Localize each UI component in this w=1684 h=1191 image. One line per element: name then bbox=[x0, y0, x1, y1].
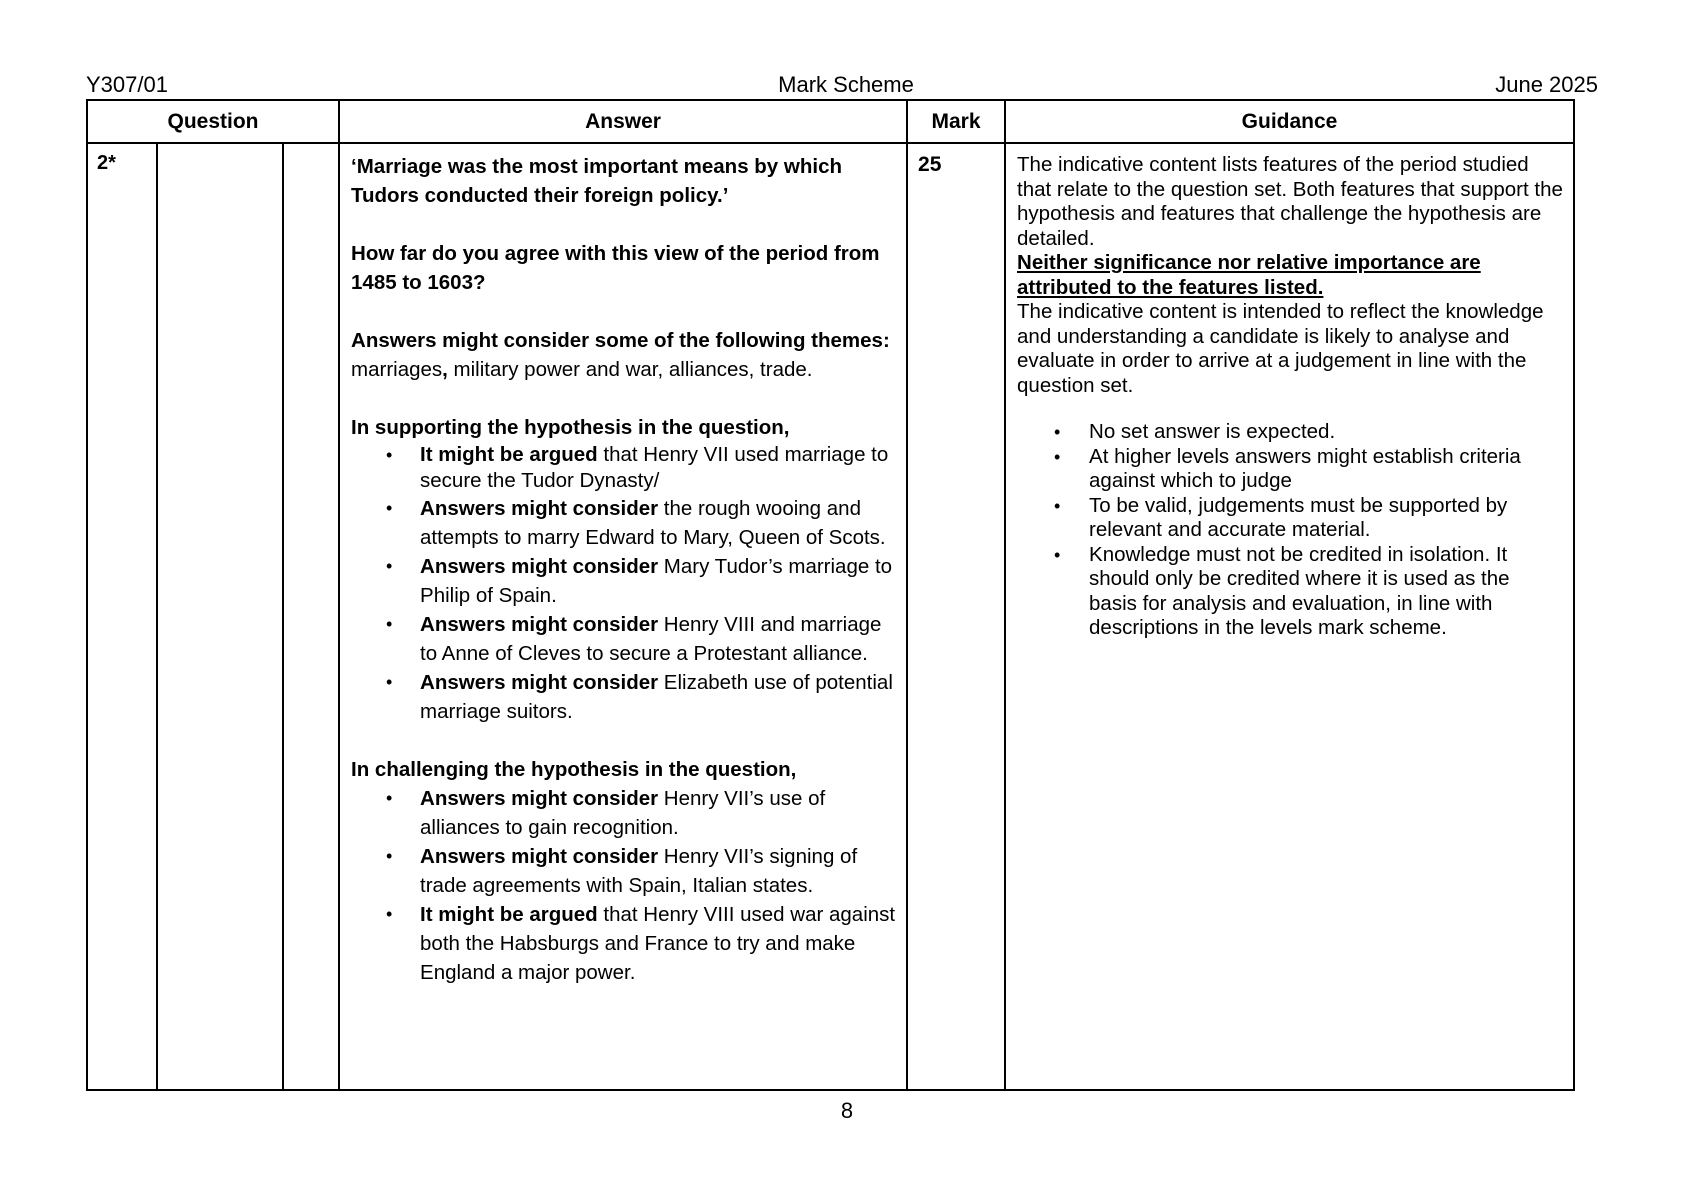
guidance-purpose: The indicative content is intended to reflect the knowledge and understanding a candidate is likely to analyse and evaluate in order to arrive at a judgement in line with the question set. bbox=[1017, 300, 1544, 397]
supporting-heading: In supporting the hypothesis in the question, bbox=[351, 416, 790, 439]
list-item bbox=[386, 494, 898, 552]
document-title bbox=[0, 72, 1684, 98]
page-number-text: 8 bbox=[840, 1098, 854, 1123]
themes-comma: , bbox=[442, 358, 448, 381]
question-subpart-cell bbox=[157, 143, 283, 1090]
point-text: Mary Tudor’s marriage to Philip of Spain. bbox=[420, 555, 893, 607]
mark-cell bbox=[907, 143, 1005, 1090]
point-text: that Henry VII used marriage to secure the Tudor Dynasty/ bbox=[420, 443, 889, 492]
point-lead: Answers might consider bbox=[420, 671, 659, 694]
point-lead: Answers might consider bbox=[420, 497, 659, 520]
point-lead: It might be argued bbox=[420, 443, 598, 466]
themes-text: marriages bbox=[351, 358, 443, 381]
point-lead: Answers might consider bbox=[420, 613, 659, 636]
mark-scheme-table bbox=[86, 99, 1575, 1091]
point-lead: It might be argued bbox=[420, 903, 598, 926]
list-item bbox=[386, 552, 898, 610]
point-text: Henry VII’s use of alliances to gain recognition. bbox=[420, 787, 826, 839]
point-text: the rough wooing and attempts to marry Edward to Mary, Queen of Scots. bbox=[420, 497, 886, 549]
guidance-cell bbox=[1005, 143, 1574, 1090]
answer-cell bbox=[339, 143, 907, 1090]
column-header-question: Question bbox=[87, 100, 339, 143]
column-header-answer: Answer bbox=[339, 100, 907, 143]
question-number-cell bbox=[87, 143, 157, 1090]
point-lead: Answers might consider bbox=[420, 555, 659, 578]
list-item bbox=[386, 668, 898, 726]
list-item bbox=[386, 900, 898, 987]
challenging-heading: In challenging the hypothesis in the question, bbox=[351, 758, 797, 781]
list-item: • No set answer is expected. bbox=[1054, 420, 1563, 445]
guidance-emphasis: Neither significance nor relative importance are attributed to the features listed. bbox=[1017, 251, 1481, 299]
list-item: • Knowledge must not be credited in isolation. It should only be credited where it is used as the basis for analysis and evaluation, in line with descriptions in the levels mark scheme. bbox=[1054, 543, 1563, 641]
list-item bbox=[386, 784, 898, 842]
list-item bbox=[386, 842, 898, 900]
guidance-points-list bbox=[1017, 420, 1563, 641]
table-header-row bbox=[87, 100, 1574, 143]
question-quote: ‘Marriage was the most important means by which Tudors conducted their foreign policy.’ bbox=[351, 155, 842, 207]
table-row bbox=[87, 143, 1574, 1090]
point-lead: Answers might consider bbox=[420, 845, 659, 868]
themes-lead: Answers might consider some of the following themes: bbox=[351, 329, 890, 352]
question-number: 2* bbox=[97, 152, 116, 174]
guidance-intro: The indicative content lists features of the period studied that relate to the question set. Both features that support the hypothesis and features that challenge the hypothesis are detailed. bbox=[1017, 153, 1563, 250]
list-item bbox=[386, 610, 898, 668]
point-text: Henry VIII and marriage to Anne of Cleves to secure a Protestant alliance. bbox=[420, 613, 882, 665]
point-text: Henry VII’s signing of trade agreements with Spain, Italian states. bbox=[420, 845, 858, 897]
document-code: Y307/01 bbox=[86, 72, 168, 97]
themes-rest: military power and war, alliances, trade. bbox=[447, 358, 813, 381]
document-title-text: Mark Scheme bbox=[778, 72, 914, 97]
point-lead: Answers might consider bbox=[420, 787, 659, 810]
list-item: • To be valid, judgements must be supported by relevant and accurate material. bbox=[1054, 494, 1563, 543]
question-subsubpart-cell bbox=[283, 143, 339, 1090]
list-item bbox=[386, 442, 898, 494]
mark-value: 25 bbox=[918, 153, 942, 176]
point-text: that Henry VIII used war against both the Habsburgs and France to try and make England a major power. bbox=[420, 903, 896, 984]
themes-paragraph bbox=[351, 326, 898, 384]
list-item: • At higher levels answers might establish criteria against which to judge bbox=[1054, 445, 1563, 494]
document-date: June 2025 bbox=[1495, 72, 1598, 97]
question-prompt: How far do you agree with this view of the period from 1485 to 1603? bbox=[351, 242, 880, 294]
column-header-mark: Mark bbox=[907, 100, 1005, 143]
supporting-points-list bbox=[351, 442, 898, 726]
column-header-guidance: Guidance bbox=[1005, 100, 1574, 143]
page-number bbox=[0, 1098, 1684, 1124]
point-text: Elizabeth use of potential marriage suitors. bbox=[420, 671, 893, 723]
challenging-points-list bbox=[351, 784, 898, 987]
